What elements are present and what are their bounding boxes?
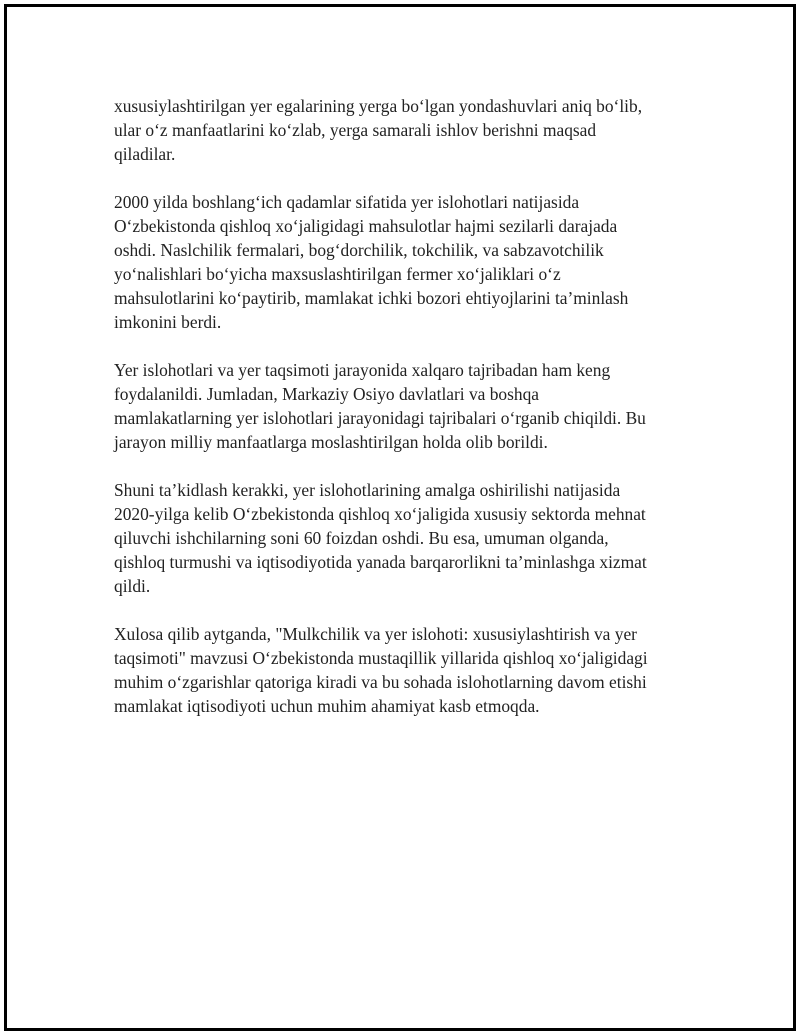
paragraph-5: Xulosa qilib aytganda, "Mulkchilik va yer islohoti: xususiylashtirish va yer taqsimoti" mavzusi O‘zbekistonda mustaqillik yillarida qishloq xo‘jaligidagi muhim o‘zgarishlar qatoriga kiradi va bu sohada islohotlarning davom etishi mamlakat iqtisodiyoti uchun muhim ahamiyat kasb etmoqda. bbox=[114, 624, 648, 716]
paragraph-1: xususiylashtirilgan yer egalarining yerga bo‘lgan yondashuvlari aniq bo‘lib, ular o‘z manfaatlarini ko‘zlab, yerga samarali ishlov berishni maqsad qiladilar. bbox=[114, 96, 643, 164]
paragraph-4: Shuni ta’kidlash kerakki, yer islohotlarining amalga oshirilishi natijasida 2020-yilga kelib O‘zbekistonda qishloq xo‘jaligida xususiy sektorda mehnat qiluvchi ishchilarning soni 60 foizdan oshdi. Bu esa, umuman olganda, qishloq turmushi va iqtisodiyotida yanada barqarorlikni ta’minlashga xizmat qildi. bbox=[114, 480, 647, 596]
document-body bbox=[114, 94, 680, 718]
paragraph-3: Yer islohotlari va yer taqsimoti jarayonida xalqaro tajribadan ham keng foydalanildi. Jumladan, Markaziy Osiyo davlatlari va boshqa mamlakatlarning yer islohotlari jarayonidagi tajribalari o‘rganib chiqildi. Bu jarayon milliy manfaatlarga moslashtirilgan holda olib borildi. bbox=[114, 360, 646, 452]
paragraph-2: 2000 yilda boshlang‘ich qadamlar sifatida yer islohotlari natijasida O‘zbekistonda qishloq xo‘jaligidagi mahsulotlar hajmi sezilarli darajada oshdi. Naslchilik fermalari, bog‘dorchilik, tokchilik, va sabzavotchilik yo‘nalishlari bo‘yicha maxsuslashtirilgan fermer xo‘jaliklari o‘z mahsulotlarini ko‘paytirib, mamlakat ichki bozori ehtiyojlarini ta’minlash imkonini berdi. bbox=[114, 192, 629, 332]
